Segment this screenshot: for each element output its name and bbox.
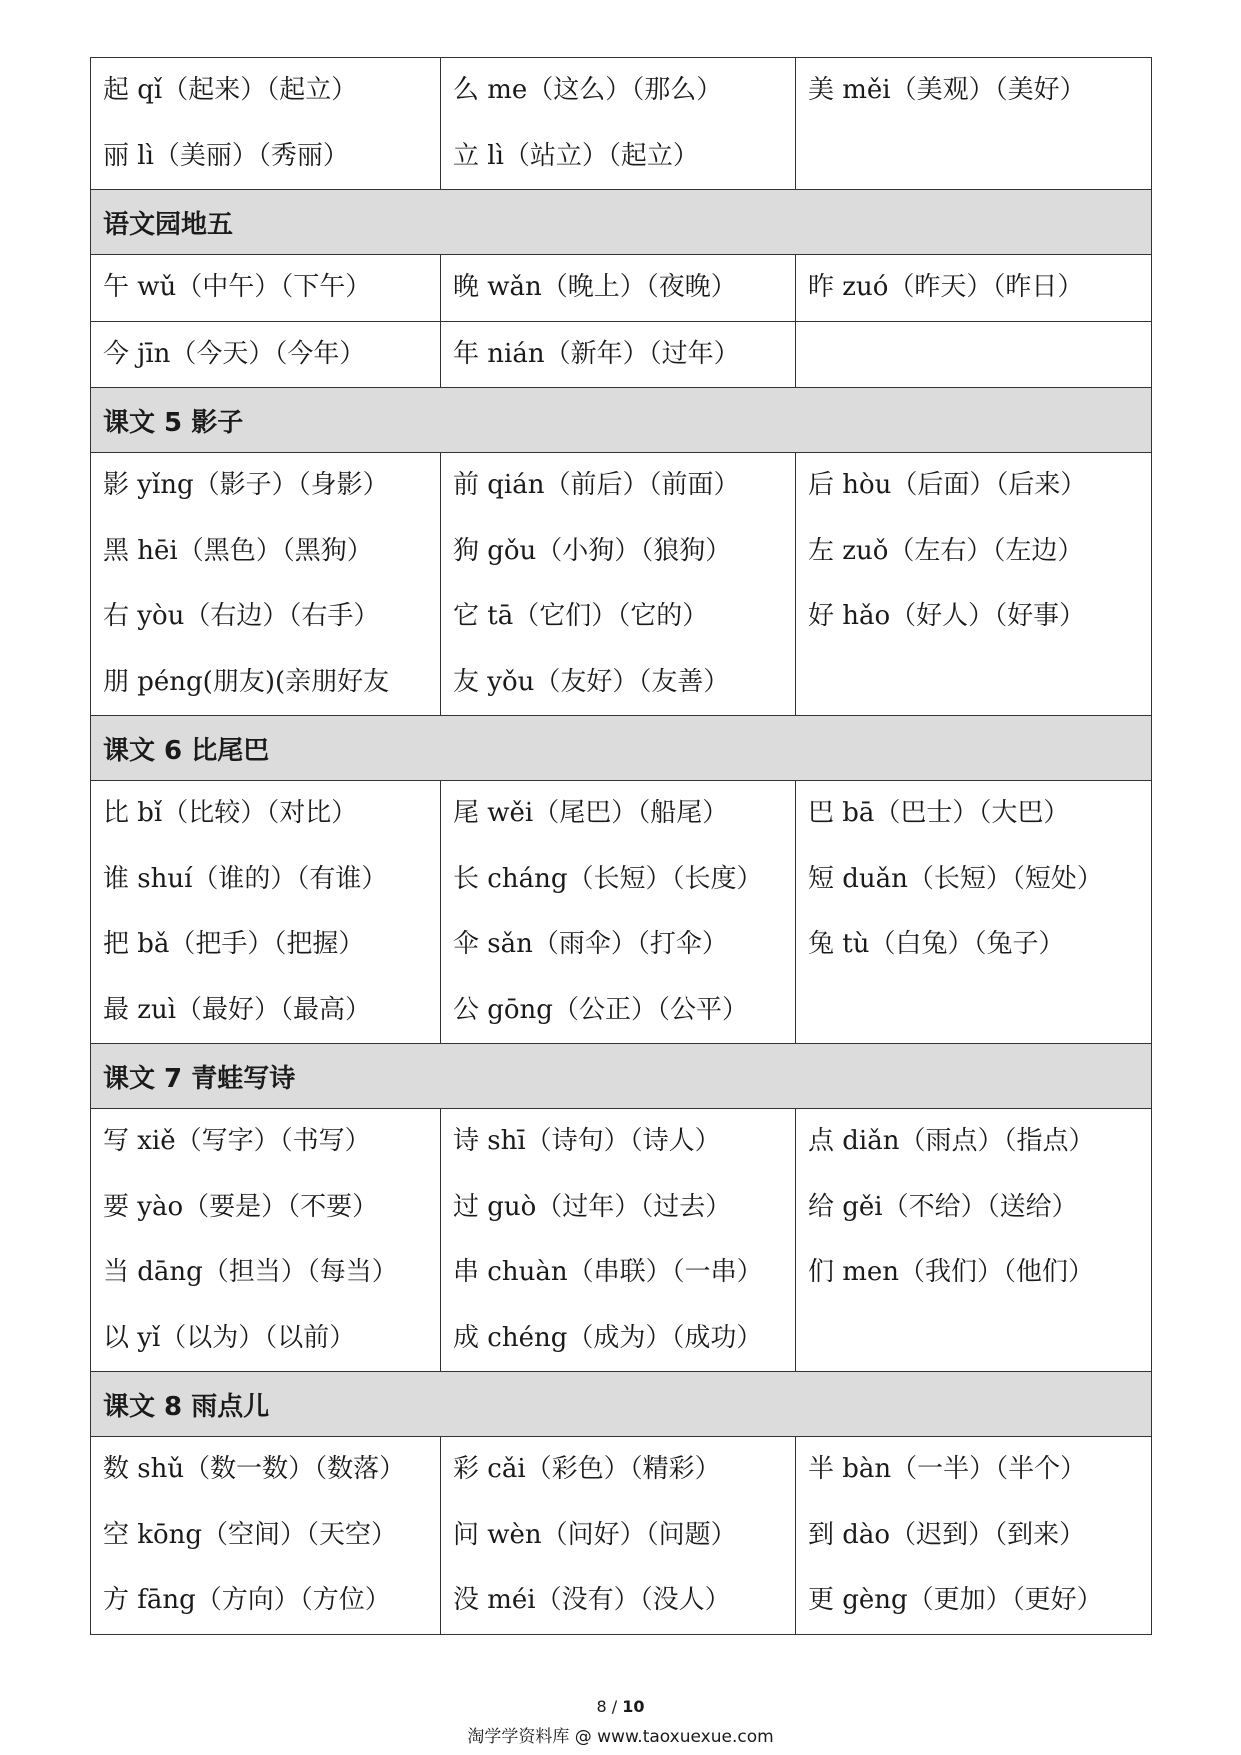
word-cell: [796, 781, 1152, 1044]
word-entry: 起 qǐ（起来）（起立）: [103, 75, 358, 105]
word-entry: 数 shǔ（数一数）（数落）: [103, 1454, 406, 1484]
word-cell: [796, 321, 1152, 388]
word-entry: 黑 hēi（黑色）（黑狗）: [103, 535, 373, 566]
word-entry: 问 wèn（问好）（问题）: [453, 1519, 737, 1550]
word-row: [91, 453, 1152, 716]
word-entry: 兔 tù（白兔）（兔子）: [808, 929, 1065, 959]
word-cell: [441, 321, 796, 388]
word-entry: 成 chéng（成为）（成功）: [453, 1322, 763, 1353]
word-cell: [91, 781, 441, 1044]
word-cell: [796, 453, 1152, 716]
word-cell: [91, 453, 441, 716]
word-entry: 晚 wǎn（晚上）（夜晚）: [453, 272, 737, 302]
word-entry: 串 chuàn（串联）（一串）: [453, 1257, 763, 1287]
word-cell: [91, 58, 441, 190]
word-entry: 半 bàn（一半）（半个）: [808, 1454, 1087, 1484]
page-separator: /: [611, 1697, 618, 1716]
word-entry: 彩 cǎi（彩色）（精彩）: [453, 1454, 721, 1484]
word-entry: 右 yòu（右边）（右手）: [103, 601, 380, 631]
word-entry: 么 me（这么）（那么）: [453, 75, 723, 105]
word-entry: 们 men（我们）（他们）: [808, 1257, 1095, 1287]
word-entry: 谁 shuí（谁的）（有谁）: [103, 863, 388, 894]
word-entry: 前 qián（前后）（前面）: [453, 470, 740, 500]
word-entry: 方 fāng（方向）（方位）: [103, 1585, 391, 1615]
word-entry: 它 tā（它们）（它的）: [453, 601, 709, 631]
word-entry: 更 gèng（更加）（更好）: [808, 1585, 1103, 1615]
page-total: 10: [622, 1697, 645, 1716]
word-entry: 立 lì（站立）（起立）: [453, 140, 699, 171]
section-header-row: [91, 1044, 1152, 1109]
word-entry: 公 gōng（公正）（公平）: [453, 994, 748, 1025]
word-entry: 左 zuǒ（左右）（左边）: [808, 535, 1084, 566]
word-entry: 影 yǐng（影子）（身影）: [103, 470, 389, 500]
word-row: [91, 58, 1152, 190]
section-title: 语文园地五: [91, 190, 1152, 255]
word-cell: [441, 453, 796, 716]
word-entry: 巴 bā（巴士）（大巴）: [808, 798, 1070, 828]
word-entry: 比 bǐ（比较）（对比）: [103, 798, 358, 828]
word-entry: 空 kōng（空间）（天空）: [103, 1519, 398, 1550]
word-entry: 过 guò（过年）（过去）: [453, 1191, 732, 1222]
word-entry: 写 xiě（写字）（书写）: [103, 1126, 371, 1156]
section-header-row: [91, 388, 1152, 453]
page-number: [0, 1697, 1241, 1716]
word-entry: 美 měi（美观）（美好）: [808, 75, 1086, 105]
word-entry: 长 cháng（长短）（长度）: [453, 863, 763, 894]
word-cell: [441, 781, 796, 1044]
vocabulary-table: [90, 57, 1152, 1635]
section-header-row: [91, 190, 1152, 255]
word-cell: [91, 321, 441, 388]
word-cell: [441, 1109, 796, 1372]
word-cell: [91, 1109, 441, 1372]
section-title: 课文 7 青蛙写诗: [91, 1044, 1152, 1109]
section-header-row: [91, 1372, 1152, 1437]
word-entry: 点 diǎn（雨点）（指点）: [808, 1126, 1095, 1156]
word-entry: 以 yǐ（以为）（以前）: [103, 1322, 356, 1353]
word-entry: 友 yǒu（友好）（友善）: [453, 666, 730, 697]
word-entry: 当 dāng（担当）（每当）: [103, 1257, 398, 1287]
word-entry: 年 nián（新年）（过年）: [453, 338, 740, 369]
word-row: [91, 781, 1152, 1044]
word-cell: [91, 255, 441, 322]
word-cell: [441, 58, 796, 190]
page-current: 8: [596, 1697, 607, 1716]
word-entry: 今 jīn（今天）（今年）: [103, 338, 366, 369]
word-cell: [441, 1437, 796, 1635]
word-row: [91, 255, 1152, 322]
word-cell: [796, 1437, 1152, 1635]
word-entry: 短 duǎn（长短）（短处）: [808, 863, 1103, 894]
word-cell: [91, 1437, 441, 1635]
word-entry: 丽 lì（美丽）（秀丽）: [103, 140, 349, 171]
word-entry: 把 bǎ（把手）（把握）: [103, 929, 365, 959]
word-cell: [796, 58, 1152, 190]
word-row: [91, 321, 1152, 388]
word-entry: 给 gěi（不给）（送给）: [808, 1191, 1078, 1222]
word-entry: 后 hòu（后面）（后来）: [808, 470, 1087, 500]
section-title: 课文 6 比尾巴: [91, 716, 1152, 781]
source-credit: 淘学学资料库 @ www.taoxuexue.com: [467, 1727, 774, 1747]
word-cell: [441, 255, 796, 322]
word-entry: 朋 péng(朋友)(亲朋好友: [103, 666, 390, 697]
section-title: 课文 8 雨点儿: [91, 1372, 1152, 1437]
word-entry: 诗 shī（诗句）（诗人）: [453, 1126, 721, 1156]
word-entry: 好 hǎo（好人）（好事）: [808, 601, 1086, 631]
word-cell: [796, 1109, 1152, 1372]
word-row: [91, 1437, 1152, 1635]
word-entry: 要 yào（要是）（不要）: [103, 1191, 379, 1222]
word-entry: 没 méi（没有）（没人）: [453, 1585, 731, 1615]
vocabulary-table-body: [91, 58, 1152, 1635]
word-entry: 最 zuì（最好）（最高）: [103, 994, 372, 1025]
word-entry: 狗 gǒu（小狗）（狼狗）: [453, 535, 732, 566]
word-cell: [796, 255, 1152, 322]
section-title: 课文 5 影子: [91, 388, 1152, 453]
section-header-row: [91, 716, 1152, 781]
word-entry: 伞 sǎn（雨伞）（打伞）: [453, 929, 728, 959]
word-entry: 午 wǔ（中午）（下午）: [103, 272, 372, 302]
word-entry: 昨 zuó（昨天）（昨日）: [808, 272, 1084, 302]
word-entry: 到 dào（迟到）（到来）: [808, 1519, 1086, 1550]
word-row: [91, 1109, 1152, 1372]
word-entry: 尾 wěi（尾巴）（船尾）: [453, 798, 729, 828]
